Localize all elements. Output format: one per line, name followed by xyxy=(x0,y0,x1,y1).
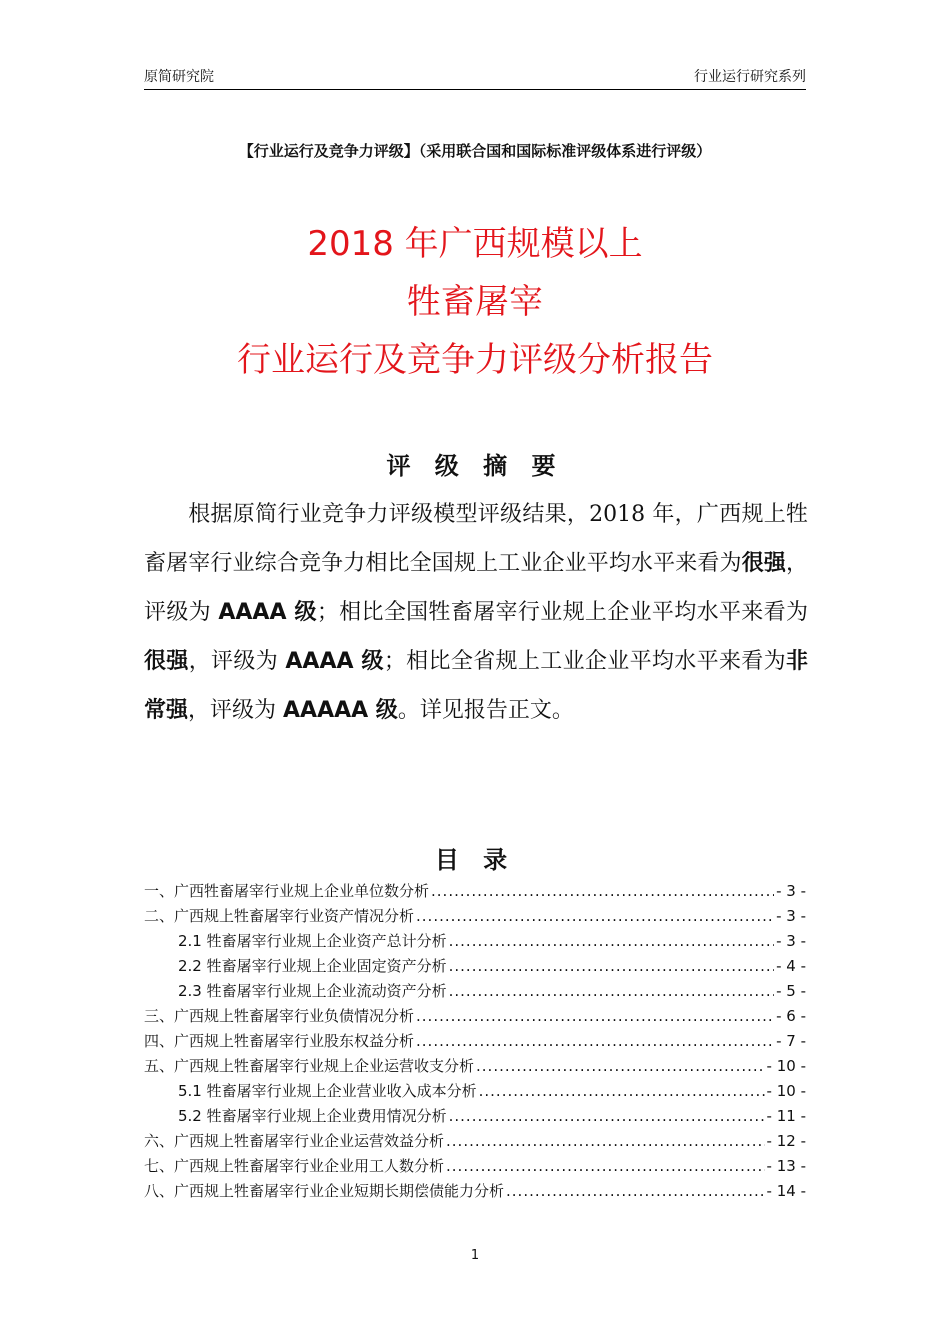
summary-text-4: ，评级为 xyxy=(188,649,286,674)
toc-leader xyxy=(449,932,774,950)
toc-entry[interactable] xyxy=(144,1180,806,1205)
toc-entry-page: - 14 - xyxy=(766,1182,806,1200)
toc-leader xyxy=(446,1132,765,1150)
header-left-text: 原简研究院 xyxy=(144,69,214,85)
toc-leader xyxy=(476,1057,765,1075)
title-line-3: 行业运行及竞争力评级分析报告 xyxy=(237,340,713,380)
report-title xyxy=(144,215,806,389)
toc-entry-title: 六、广西规上牲畜屠宰行业企业运营效益分析 xyxy=(144,1132,445,1150)
summary-text-1: 根据原简行业竞争力评级模型评级结果，2018 年，广西规上牲畜屠宰行业综合竞争力相比全国规上工业企业平均水平来看为 xyxy=(144,502,808,576)
toc-entry[interactable] xyxy=(144,880,806,905)
rating-grade-2: AAAA 级 xyxy=(285,649,384,674)
toc-entry[interactable] xyxy=(144,1105,806,1130)
summary-text-3: ；相比全国牲畜屠宰行业规上企业平均水平来看为 xyxy=(316,600,808,625)
toc-leader xyxy=(449,957,774,975)
toc-entry-page: - 7 - xyxy=(776,1032,806,1050)
toc-entry-title: 一、广西牲畜屠宰行业规上企业单位数分析 xyxy=(144,882,430,900)
toc-entry-page: - 3 - xyxy=(776,932,806,950)
page-number: 1 xyxy=(470,1248,480,1263)
toc-entry-page: - 5 - xyxy=(776,982,806,1000)
toc-entry[interactable] xyxy=(144,955,806,980)
toc-entry-title: 三、广西规上牲畜屠宰行业负债情况分析 xyxy=(144,1007,415,1025)
toc-entry-page: - 11 - xyxy=(766,1107,806,1125)
toc-entry-page: - 4 - xyxy=(776,957,806,975)
toc-entry-title: 二、广西规上牲畜屠宰行业资产情况分析 xyxy=(144,907,415,925)
table-of-contents xyxy=(144,880,806,1205)
rating-grade-1: AAAA 级 xyxy=(218,600,317,625)
summary-text-5: ；相比全省规上工业企业平均水平来看为 xyxy=(383,649,786,674)
toc-leader xyxy=(416,1032,774,1050)
toc-entry[interactable] xyxy=(144,1030,806,1055)
toc-entry-title: 5.2 牲畜屠宰行业规上企业费用情况分析 xyxy=(178,1107,447,1125)
toc-entry[interactable] xyxy=(144,1130,806,1155)
toc-heading: 目 录 xyxy=(434,846,516,874)
toc-leader xyxy=(416,907,774,925)
toc-leader xyxy=(431,882,774,900)
header-right-text: 行业运行研究系列 xyxy=(694,69,806,85)
report-subtitle: 【行业运行及竞争力评级】（采用联合国和国际标准评级体系进行评级） xyxy=(238,142,712,160)
header-divider xyxy=(144,89,806,90)
toc-entry[interactable] xyxy=(144,1080,806,1105)
title-line-2: 牲畜屠宰 xyxy=(407,282,543,322)
summary-text-7: 。详见报告正文。 xyxy=(397,698,574,723)
toc-entry-title: 七、广西规上牲畜屠宰行业企业用工人数分析 xyxy=(144,1157,445,1175)
toc-entry-title: 八、广西规上牲畜屠宰行业企业短期长期偿债能力分析 xyxy=(144,1182,505,1200)
toc-entry[interactable] xyxy=(144,1055,806,1080)
toc-leader xyxy=(479,1082,765,1100)
toc-entry-page: - 10 - xyxy=(766,1082,806,1100)
rating-national-industry: 很强 xyxy=(741,551,786,576)
toc-leader xyxy=(416,1007,774,1025)
summary-paragraph xyxy=(144,490,808,735)
toc-entry-title: 四、广西规上牲畜屠宰行业股东权益分析 xyxy=(144,1032,415,1050)
toc-entry-page: - 3 - xyxy=(776,882,806,900)
toc-entry-page: - 6 - xyxy=(776,1007,806,1025)
rating-national-sector: 很强 xyxy=(144,649,189,674)
toc-entry-title: 2.1 牲畜屠宰行业规上企业资产总计分析 xyxy=(178,932,447,950)
toc-leader xyxy=(506,1182,765,1200)
toc-entry-title: 5.1 牲畜屠宰行业规上企业营业收入成本分析 xyxy=(178,1082,477,1100)
toc-entry-title: 2.2 牲畜屠宰行业规上企业固定资产分析 xyxy=(178,957,447,975)
page-header xyxy=(144,66,806,90)
toc-entry[interactable] xyxy=(144,905,806,930)
toc-entry-page: - 13 - xyxy=(766,1157,806,1175)
toc-entry-title: 五、广西规上牲畜屠宰行业规上企业运营收支分析 xyxy=(144,1057,475,1075)
toc-entry[interactable] xyxy=(144,1005,806,1030)
summary-text-2: ，评级为 xyxy=(144,551,808,625)
toc-entry-page: - 12 - xyxy=(766,1132,806,1150)
toc-leader xyxy=(449,1107,765,1125)
toc-entry[interactable] xyxy=(144,1155,806,1180)
title-line-1: 2018 年广西规模以上 xyxy=(307,224,643,264)
rating-provincial: 非常强 xyxy=(144,649,808,723)
toc-entry-page: - 3 - xyxy=(776,907,806,925)
summary-text-6: ，评级为 xyxy=(188,698,284,723)
toc-entry-title: 2.3 牲畜屠宰行业规上企业流动资产分析 xyxy=(178,982,447,1000)
toc-entry[interactable] xyxy=(144,930,806,955)
toc-leader xyxy=(446,1157,765,1175)
toc-leader xyxy=(449,982,774,1000)
toc-entry[interactable] xyxy=(144,980,806,1005)
rating-grade-3: AAAAA 级 xyxy=(283,698,398,723)
toc-entry-page: - 10 - xyxy=(766,1057,806,1075)
summary-heading: 评 级 摘 要 xyxy=(386,452,564,480)
